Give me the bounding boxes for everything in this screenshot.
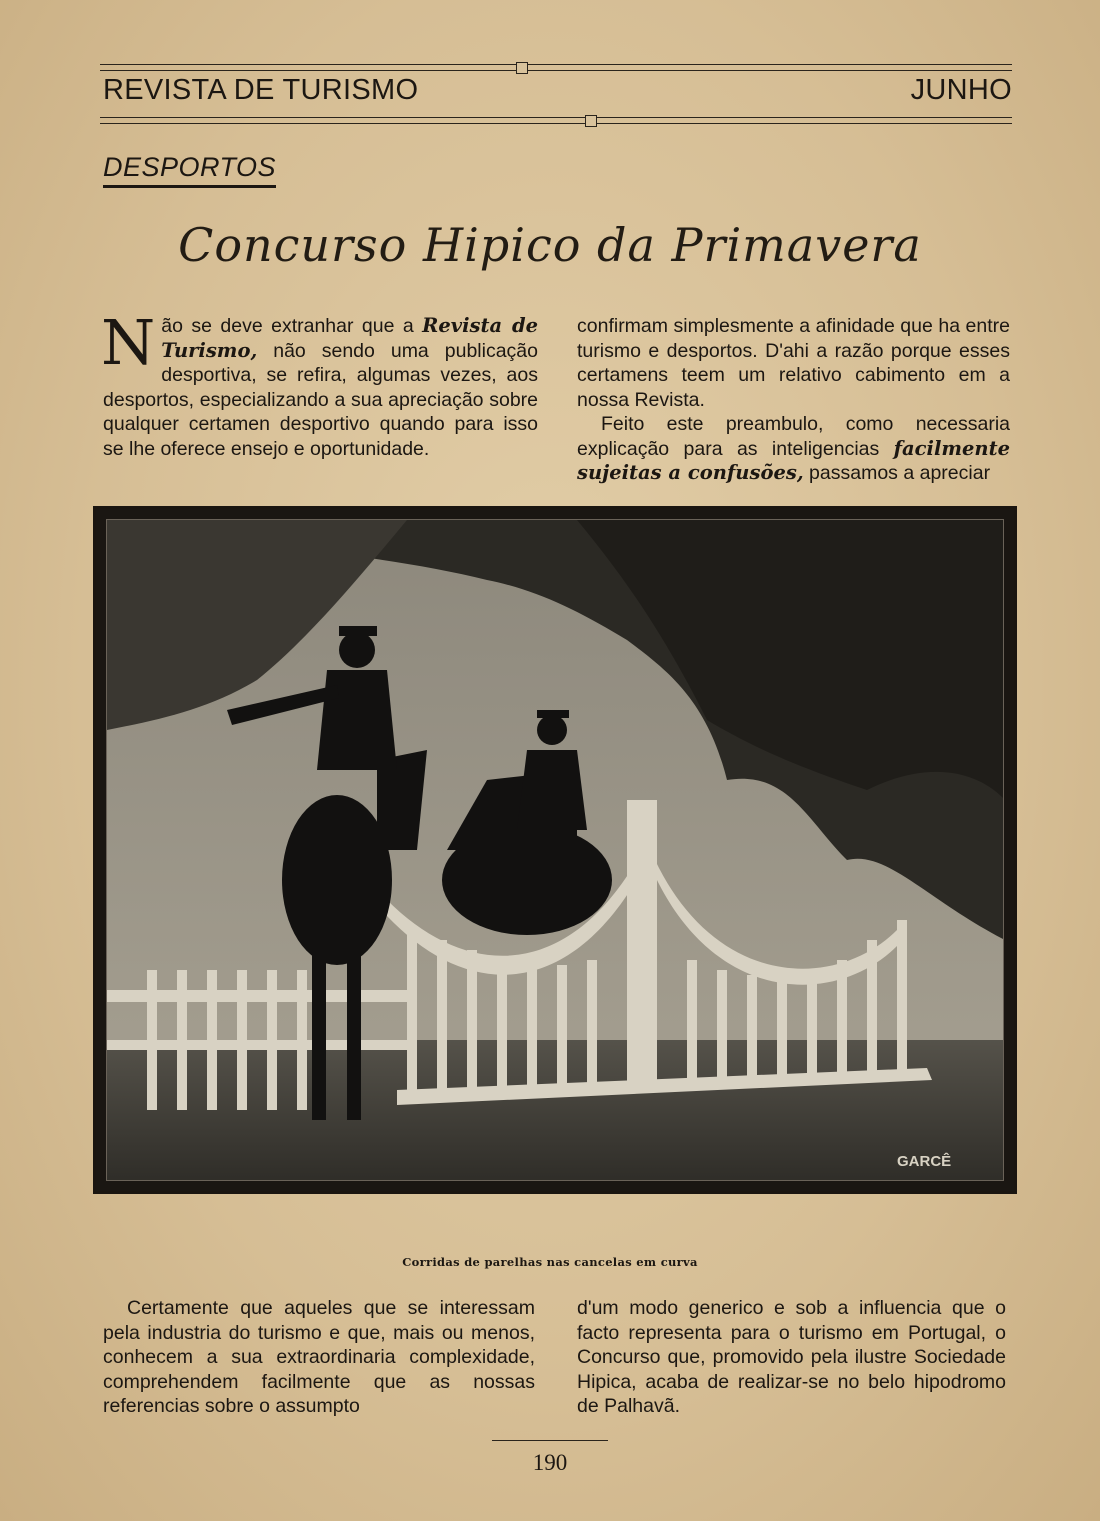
- horse-jump-photo: [107, 520, 1004, 1181]
- intro-right-text-b: passamos a apreciar: [803, 462, 991, 484]
- drop-cap: N: [101, 306, 156, 379]
- intro-left-text-b: não sendo uma publicação desportiva, se refira, algumas vezes, aos desportos, especializando a sua apreciação sobre qualquer certamen desportivo quando para isso se lhe oferece ensejo e oportunidade.: [103, 339, 538, 460]
- intro-left-column: [101, 306, 538, 461]
- header-top-ornament: [516, 62, 528, 74]
- body-right-column: [577, 1296, 1006, 1419]
- header-bottom-rule: [100, 117, 1012, 124]
- body-left-paragraph: Certamente que aqueles que se interessam pela industria do turismo e que, mais ou menos, conhecem a sua extraordinaria complexidade, comprehendem facilmente que as nossas referencias sobre o assumpto: [103, 1297, 535, 1417]
- magazine-title: REVISTA DE TURISMO: [103, 74, 419, 106]
- intro-right-column: [577, 314, 1010, 486]
- issue-month: JUNHO: [910, 74, 1012, 106]
- intro-right-text-a: Feito este preambulo, como necessaria explicação para as inteligencias: [577, 413, 1010, 460]
- footer-rule: [492, 1440, 608, 1441]
- body-left-column: [103, 1296, 535, 1419]
- header-top-rule: [100, 64, 1012, 71]
- intro-right-emphasis: facilmente sujeitas a confusões,: [577, 436, 1010, 484]
- article-title: Concurso Hipico da Primavera: [178, 218, 922, 272]
- photographer-signature: GARCÊ: [897, 1153, 952, 1170]
- intro-left-text-a: ão se deve extranhar que a: [161, 315, 423, 337]
- page-number: 190: [532, 1450, 568, 1475]
- photo-caption: Corridas de parelhas nas cancelas em curva: [402, 1255, 698, 1269]
- photograph: [106, 519, 1004, 1181]
- intro-right-paragraph-1: confirmam simplesmente a afinidade que ha entre turismo e desportos. D'ahi a razão porque esses certamens teem um relativo cabimento em a nossa Revista.: [577, 315, 1010, 411]
- photo-frame: [93, 506, 1017, 1194]
- body-right-paragraph: d'um modo generico e sob a influencia que o facto representa para o turismo em Portugal, o Concurso que, promovido pela ilustre Sociedade Hipica, acaba de realizar-se no belo hipodromo de Palhavã.: [577, 1297, 1006, 1417]
- header-bottom-ornament: [585, 115, 597, 127]
- intro-left-emphasis: Revista de Turismo,: [161, 314, 538, 362]
- section-heading: DESPORTOS: [103, 152, 276, 188]
